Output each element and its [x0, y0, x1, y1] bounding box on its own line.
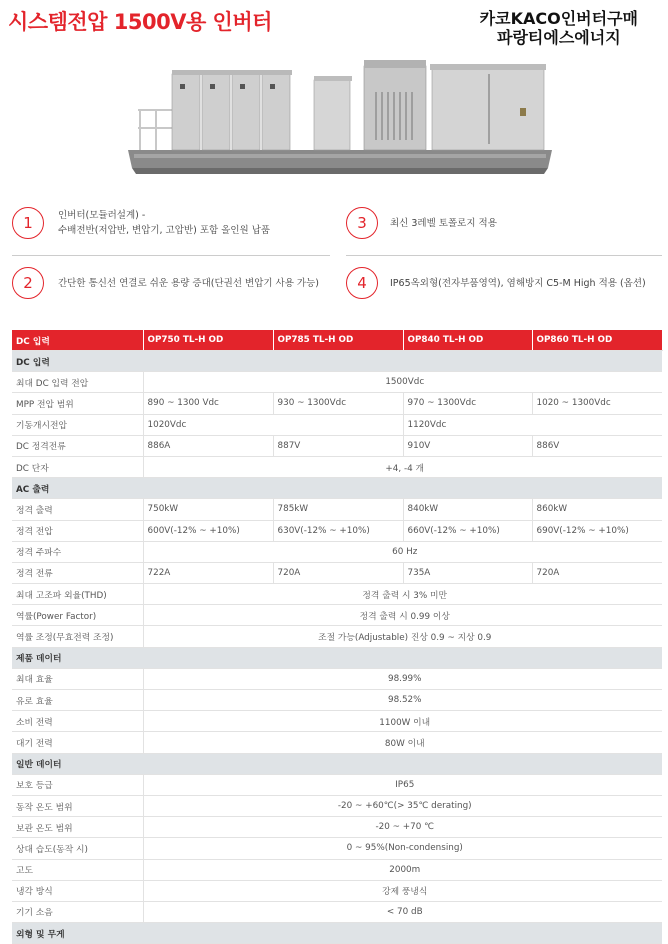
- spec-row: [12, 859, 662, 880]
- spec-row: [12, 520, 662, 541]
- spec-value: 강제 풍냉식: [143, 880, 662, 901]
- spec-row: [12, 626, 662, 647]
- spec-row: [12, 562, 662, 583]
- spec-label: 유로 효율: [12, 690, 143, 711]
- spec-label: 정격 출력: [12, 499, 143, 520]
- spec-row: [12, 456, 662, 477]
- spec-row: [12, 901, 662, 922]
- feature-1: [12, 207, 270, 239]
- spec-value: 840kW: [403, 499, 532, 520]
- spec-value: IP65: [143, 774, 662, 795]
- spec-row: [12, 690, 662, 711]
- divider-right: [346, 255, 662, 256]
- spec-value: 정격 출력 시 0.99 이상: [143, 605, 662, 626]
- spec-label: 정격 주파수: [12, 541, 143, 562]
- spec-label: 정격 전압: [12, 520, 143, 541]
- feature-4: [346, 267, 646, 299]
- divider-left: [12, 255, 330, 256]
- section-row: [12, 923, 662, 944]
- spec-value: +4, -4 개: [143, 456, 662, 477]
- spec-row: [12, 435, 662, 456]
- spec-value: 720A: [273, 562, 403, 583]
- spec-label: MPP 전압 범위: [12, 393, 143, 414]
- spec-label: 소비 전력: [12, 711, 143, 732]
- feature-number-1: 1: [12, 207, 44, 239]
- page-title: 시스템전압 1500V용 인버터: [8, 10, 272, 34]
- inverter-station-photo: [128, 58, 552, 180]
- brand-line-1: 카코KACO인버터구매: [479, 9, 638, 28]
- spec-value: 722A: [143, 562, 273, 583]
- spec-table-header: [12, 330, 662, 351]
- spec-row: [12, 393, 662, 414]
- spec-value: 690V(-12% ~ +10%): [532, 520, 662, 541]
- spec-label: 최대 DC 입력 전압: [12, 372, 143, 393]
- spec-label: 기기 소음: [12, 901, 143, 922]
- spec-value: 660V(-12% ~ +10%): [403, 520, 532, 541]
- spec-row: [12, 584, 662, 605]
- spec-label: 정격 전류: [12, 562, 143, 583]
- feature-1-line-2: 수배전반(저압반, 변압기, 고압반) 포함 올인원 납품: [58, 225, 271, 236]
- section-title: 일반 데이터: [12, 753, 662, 774]
- spec-value: 60 Hz: [143, 541, 662, 562]
- section-row: [12, 351, 662, 372]
- spec-label: 기동개시전압: [12, 414, 143, 435]
- spec-value: 970 ~ 1300Vdc: [403, 393, 532, 414]
- spec-label: 역률(Power Factor): [12, 605, 143, 626]
- spec-value: 720A: [532, 562, 662, 583]
- spec-label: 고도: [12, 859, 143, 880]
- feature-number-2: 2: [12, 267, 44, 299]
- spec-value: 정격 출력 시 3% 미만: [143, 584, 662, 605]
- spec-row: [12, 817, 662, 838]
- spec-label: 상대 습도(동작 시): [12, 838, 143, 859]
- feature-3: [346, 207, 497, 239]
- spec-value: 910V: [403, 435, 532, 456]
- feature-1-line-1: 인버터(모듈러설계) -: [58, 210, 146, 221]
- spec-label: 역률 조정(무효전력 조정): [12, 626, 143, 647]
- header-cell: DC 입력: [12, 330, 143, 351]
- spec-row: [12, 499, 662, 520]
- header-cell: OP750 TL-H OD: [143, 330, 273, 351]
- feature-4-text: IP65옥외형(전자부품영역), 염해방지 C5-M High 적용 (옵션): [390, 277, 646, 289]
- spec-value: 750kW: [143, 499, 273, 520]
- spec-value: -20 ~ +70 ℃: [143, 817, 662, 838]
- spec-value: 80W 이내: [143, 732, 662, 753]
- spec-label: DC 단자: [12, 456, 143, 477]
- spec-row: [12, 541, 662, 562]
- feature-number-4: 4: [346, 267, 378, 299]
- spec-row: [12, 414, 662, 435]
- brand-line-2: 파랑티에스에너지: [497, 28, 621, 47]
- spec-label: 최대 고조파 외율(THD): [12, 584, 143, 605]
- spec-label: 최대 효율: [12, 668, 143, 689]
- spec-row: [12, 838, 662, 859]
- spec-value: 1100W 이내: [143, 711, 662, 732]
- section-title: DC 입력: [12, 351, 662, 372]
- spec-value: 600V(-12% ~ +10%): [143, 520, 273, 541]
- spec-value: 1020 ~ 1300Vdc: [532, 393, 662, 414]
- feature-number-3: 3: [346, 207, 378, 239]
- section-title: 외형 및 무게: [12, 923, 662, 944]
- spec-table: [12, 330, 663, 944]
- feature-2: [12, 267, 319, 299]
- brand-text: [480, 9, 638, 47]
- spec-value: 조절 가능(Adjustable) 진상 0.9 ~ 지상 0.9: [143, 626, 662, 647]
- spec-row: [12, 880, 662, 901]
- spec-label: 보호 등급: [12, 774, 143, 795]
- spec-value: 886V: [532, 435, 662, 456]
- spec-value: 1120Vdc: [403, 414, 662, 435]
- header-cell: OP860 TL-H OD: [532, 330, 662, 351]
- spec-value: 1500Vdc: [143, 372, 662, 393]
- spec-label: 대기 전력: [12, 732, 143, 753]
- spec-value: -20 ~ +60℃(> 35℃ derating): [143, 795, 662, 816]
- spec-value: 630V(-12% ~ +10%): [273, 520, 403, 541]
- spec-label: 동작 온도 범위: [12, 795, 143, 816]
- spec-row: [12, 774, 662, 795]
- spec-row: [12, 605, 662, 626]
- spec-row: [12, 711, 662, 732]
- section-row: [12, 478, 662, 499]
- spec-value: 860kW: [532, 499, 662, 520]
- spec-value: 886A: [143, 435, 273, 456]
- spec-value: 98.99%: [143, 668, 662, 689]
- spec-value: 2000m: [143, 859, 662, 880]
- spec-value: 98.52%: [143, 690, 662, 711]
- section-row: [12, 647, 662, 668]
- section-title: AC 출력: [12, 478, 662, 499]
- spec-row: [12, 732, 662, 753]
- spec-label: 냉각 방식: [12, 880, 143, 901]
- spec-row: [12, 795, 662, 816]
- spec-label: 보관 온도 범위: [12, 817, 143, 838]
- header-cell: OP785 TL-H OD: [273, 330, 403, 351]
- spec-value: 735A: [403, 562, 532, 583]
- feature-2-text: 간단한 통신선 연결로 쉬운 용량 증대(단권선 변압기 사용 가능): [58, 277, 319, 289]
- spec-value: 785kW: [273, 499, 403, 520]
- spec-label: DC 정격전류: [12, 435, 143, 456]
- feature-3-text: 최신 3레벨 토폴로지 적용: [390, 217, 497, 229]
- spec-value: 887V: [273, 435, 403, 456]
- section-row: [12, 753, 662, 774]
- spec-value: 890 ~ 1300 Vdc: [143, 393, 273, 414]
- spec-value: 930 ~ 1300Vdc: [273, 393, 403, 414]
- section-title: 제품 데이터: [12, 647, 662, 668]
- spec-row: [12, 372, 662, 393]
- spec-value: 1020Vdc: [143, 414, 403, 435]
- spec-value: 0 ~ 95%(Non-condensing): [143, 838, 662, 859]
- spec-value: < 70 dB: [143, 901, 662, 922]
- spec-row: [12, 668, 662, 689]
- header-cell: OP840 TL-H OD: [403, 330, 532, 351]
